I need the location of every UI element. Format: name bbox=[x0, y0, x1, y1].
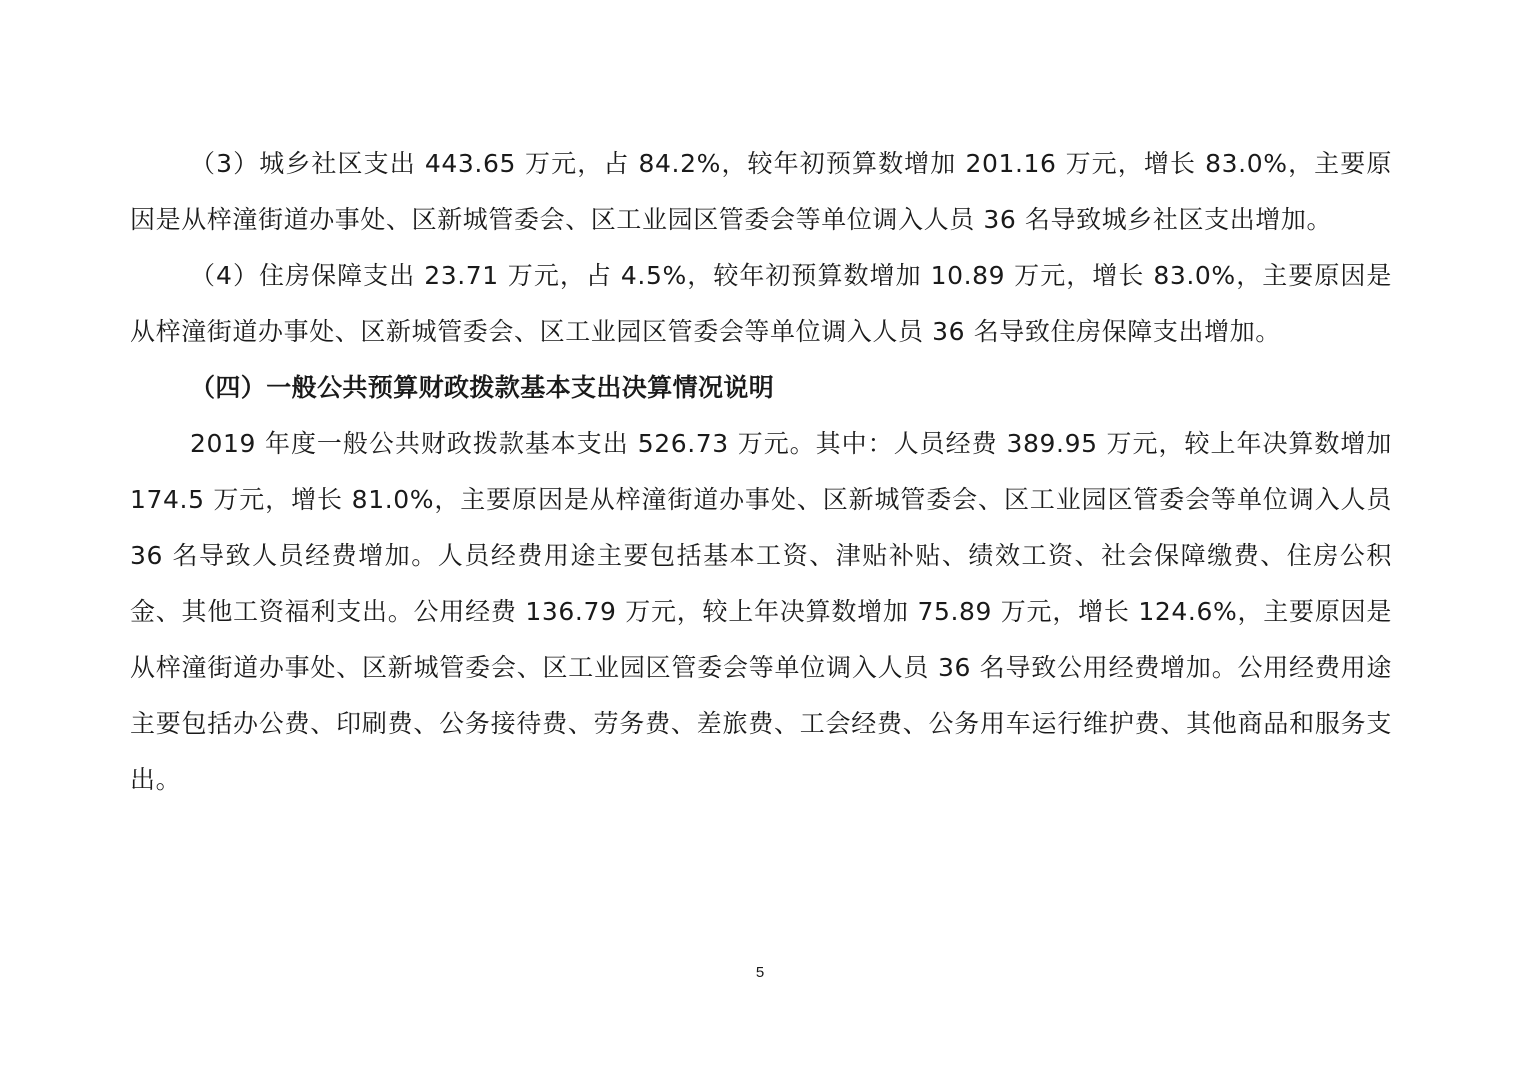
section-heading: （四）一般公共预算财政拨款基本支出决算情况说明 bbox=[190, 373, 775, 402]
document-body bbox=[130, 136, 1392, 808]
paragraph-housing-security-expenditure: （4）住房保障支出 23.71 万元，占 4.5%，较年初预算数增加 10.89 万元，增长 83.0%，主要原因是从梓潼街道办事处、区新城管委会、区工业园区管委会等单位调入人员 36 名导致住房保障支出增加。 bbox=[130, 261, 1392, 346]
paragraph-urban-rural-community-expenditure: （3）城乡社区支出 443.65 万元，占 84.2%，较年初预算数增加 201.16 万元，增长 83.0%，主要原因是从梓潼街道办事处、区新城管委会、区工业园区管委会等单位调入人员 36 名导致城乡社区支出增加。 bbox=[130, 149, 1392, 234]
page-number: 5 bbox=[755, 964, 765, 981]
paragraph-basic-expenditure-explanation: 2019 年度一般公共财政拨款基本支出 526.73 万元。其中：人员经费 389.95 万元，较上年决算数增加 174.5 万元，增长 81.0%，主要原因是从梓潼街道办事处、区新城管委会、区工业园区管委会等单位调入人员 36 名导致人员经费增加。人员经费用途主要包括基本工资、津贴补贴、绩效工资、社会保障缴费、住房公积金、其他工资福利支出。公用经费 136.79 万元，较上年决算数增加 75.89 万元，增长 124.6%，主要原因是从梓潼街道办事处、区新城管委会、区工业园区管委会等单位调入人员 36 名导致公用经费增加。公用经费用途主要包括办公费、印刷费、公务接待费、劳务费、差旅费、工会经费、公务用车运行维护费、其他商品和服务支出。 bbox=[130, 429, 1392, 794]
